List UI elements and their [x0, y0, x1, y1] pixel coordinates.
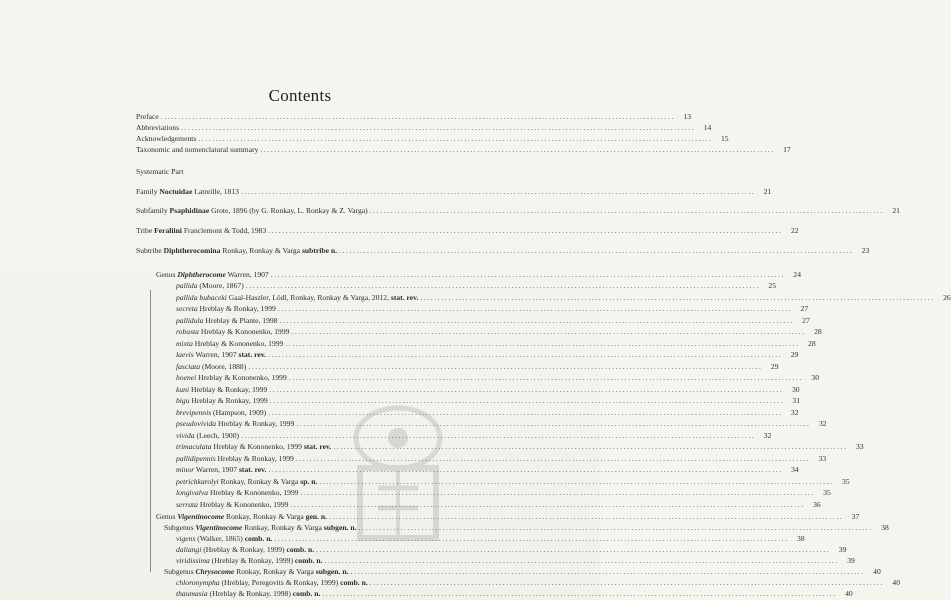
toc-entry-label: Preface [136, 112, 159, 121]
page-title: Contents [268, 86, 332, 105]
toc-entry-label: Family Noctuidae Latreille, 1813 [136, 187, 239, 196]
leader-dots: ................................................................................................................................................... [319, 476, 834, 486]
toc-entry-species[interactable] [176, 534, 805, 544]
toc-entry-label: Subgenus Chrysocome Ronkay, Ronkay & Varga subgen. n. [164, 567, 349, 576]
toc-entry-species[interactable] [176, 292, 951, 303]
leader-dots: ................................................................................................................................................... [295, 453, 811, 463]
toc-page-number: 32 [763, 430, 772, 440]
leader-dots: ................................................................................................................................................... [160, 112, 676, 121]
toc-entry-label: pallidula Hreblay & Plante, 1998 [176, 315, 278, 325]
toc-page-number: 39 [838, 545, 847, 554]
toc-page-number: 39 [847, 556, 855, 565]
toc-entry-label: Genus Vigentinocome Ronkay, Ronkay & Varga gen. n. [156, 512, 327, 521]
toc-entry-label: pallida bubaceki Gaal-Haszler, Lödl, Ronkay, Ronkay & Varga, 2012, stat. rev. [176, 292, 419, 302]
leader-dots: ................................................................................................................................................... [268, 226, 783, 235]
leader-dots: ................................................................................................................................................... [288, 373, 804, 382]
toc-entry-label: pallida (Moore, 1867) [176, 281, 244, 290]
toc-page-number: 15 [721, 134, 729, 143]
toc-entry-species[interactable] [176, 589, 853, 599]
toc-entry-species[interactable] [176, 578, 901, 588]
toc-page-number: 28 [808, 338, 816, 348]
toc-page-number: 35 [842, 476, 850, 486]
leader-dots: ................................................................................................................................................... [241, 430, 756, 440]
toc-page-number: 34 [791, 465, 799, 474]
toc-page-number: 21 [892, 206, 900, 215]
toc-page-number: 14 [703, 123, 712, 132]
toc-entry-species[interactable] [176, 350, 799, 360]
toc-entry-species[interactable] [176, 545, 847, 555]
toc-page-number: 33 [818, 453, 827, 463]
toc-entry-label: Abbreviations [136, 123, 180, 132]
toc-page-number: 28 [814, 327, 822, 336]
toc-page-number: 40 [845, 589, 853, 598]
toc-page-number: 29 [770, 361, 779, 371]
toc-entry-label: thaumasia (Hreblay & Ronkay, 1998) comb. n. [176, 589, 321, 598]
leader-dots: ................................................................................................................................................... [248, 361, 763, 371]
leader-dots: ................................................................................................................................................... [290, 499, 805, 509]
leader-dots: ................................................................................................................................................... [240, 187, 756, 196]
toc-entry-label: minor Warren, 1907 stat. rev. [176, 465, 267, 474]
toc-entry-label: brevipennis (Hampson, 1909) [176, 407, 267, 417]
toc-entry-summary[interactable] [136, 145, 791, 155]
toc-entry-species[interactable] [176, 315, 810, 326]
toc-page-number: 40 [892, 578, 901, 587]
toc-page-number: 30 [811, 373, 820, 382]
leader-dots: ................................................................................................................................................... [268, 350, 783, 359]
toc-page-number: 26 [943, 292, 951, 302]
toc-page-number: 25 [768, 281, 776, 290]
toc-page-number: 36 [813, 499, 821, 509]
toc-entry-genus-diphtherocome[interactable] [156, 270, 802, 280]
toc-entry-species[interactable] [176, 430, 772, 441]
toc-entry-label: trimaculata Hreblay & Kononenko, 1999 stat. rev. [176, 442, 332, 451]
toc-entry-abbreviations[interactable] [136, 123, 712, 133]
toc-entry-label: chloronympha (Hreblay, Peregovits & Ronkay, 1999) comb. n. [176, 578, 368, 587]
leader-dots: ................................................................................................................................................... [420, 292, 935, 302]
toc-entry-subfamily[interactable] [136, 206, 900, 216]
toc-page-number: 38 [797, 534, 805, 543]
toc-entry-species[interactable] [176, 338, 816, 349]
toc-entry-label: kuni Hreblay & Ronkay, 1999 [176, 384, 268, 394]
leader-dots: ................................................................................................................................................... [316, 545, 831, 554]
toc-entry-species[interactable] [176, 476, 850, 487]
toc-entry-label: Subgenus Vigentinocome Ronkay, Ronkay & Varga subgen. n. [164, 523, 357, 532]
toc-entry-species[interactable] [176, 396, 800, 406]
toc-entry-species[interactable] [176, 407, 799, 418]
toc-entry-label: Subtribe Diphtherocomina Ronkay, Ronkay & Varga subtribe n. [136, 246, 337, 255]
toc-entry-species[interactable] [176, 453, 827, 464]
toc-entry-species[interactable] [176, 556, 855, 566]
indent-rule [150, 290, 151, 572]
toc-entry-label: pseudovivida Hreblay & Ronkay, 1999 [176, 419, 295, 428]
toc-entry-label: Acknowledgements [136, 134, 197, 143]
toc-page-number: 38 [881, 523, 889, 532]
toc-page-number: 32 [790, 407, 799, 417]
leader-dots: ................................................................................................................................................... [328, 512, 844, 521]
leader-dots: ................................................................................................................................................... [268, 407, 783, 417]
leader-dots: ................................................................................................................................................... [358, 523, 873, 532]
toc-entry-species[interactable] [176, 419, 827, 429]
toc-entry-label: Genus Diphtherocome Warren, 1907 [156, 270, 269, 279]
toc-entry-label: secreta Hreblay & Ronkay, 1999 [176, 304, 276, 313]
toc-entry-label: Subfamily Psaphidinae Grote, 1896 (by G. Ronkay, L. Ronkay & Z. Varga) [136, 206, 368, 215]
leader-dots: ................................................................................................................................................... [260, 145, 775, 154]
leader-dots: ................................................................................................................................................... [269, 384, 784, 394]
toc-entry-species[interactable] [176, 304, 809, 314]
leader-dots: ................................................................................................................................................... [279, 315, 794, 325]
toc-entry-subtribe[interactable] [136, 246, 870, 256]
toc-page-number: 22 [790, 226, 799, 235]
toc-entry-label: Taxonomic and nomenclatural summary [136, 145, 259, 154]
leader-dots: ................................................................................................................................................... [291, 327, 806, 336]
toc-page-number: 40 [873, 567, 881, 576]
toc-entry-subgenus-vigentinocome[interactable] [164, 523, 889, 533]
toc-page-number: 13 [683, 112, 692, 121]
leader-dots: ................................................................................................................................................... [324, 556, 839, 565]
toc-entry-acknowledgements[interactable] [136, 134, 729, 144]
toc-page-number: 27 [802, 315, 810, 325]
toc-page-number: 35 [823, 488, 831, 497]
leader-dots: ................................................................................................................................................... [285, 338, 800, 348]
toc-page-number: 24 [793, 270, 802, 279]
toc-entry-genus-vigentinocome[interactable] [156, 512, 860, 522]
leader-dots: ................................................................................................................................................... [300, 488, 815, 497]
toc-entry-species[interactable] [176, 373, 820, 383]
toc-page-number: 23 [861, 246, 870, 255]
toc-page-number: 27 [800, 304, 809, 313]
toc-page-number: 37 [851, 512, 860, 521]
toc-entry-label: serrata Hreblay & Kononenko, 1999 [176, 499, 289, 509]
toc-entry-label: vivida (Leech, 1900) [176, 430, 240, 440]
toc-entry-label: fasciata (Moore, 1888) [176, 361, 247, 371]
leader-dots: ................................................................................................................................................... [369, 206, 884, 215]
toc-page-number: 30 [791, 384, 800, 394]
toc-page-number: 31 [792, 396, 800, 405]
toc-entry-species[interactable] [176, 281, 776, 291]
toc-entry-species[interactable] [176, 499, 821, 510]
leader-dots: ................................................................................................................................................... [268, 465, 783, 474]
toc-entry-label: robusta Hreblay & Kononenko, 1999 [176, 327, 290, 336]
leader-dots: ................................................................................................................................................... [198, 134, 713, 143]
leader-dots: ................................................................................................................................................... [296, 419, 811, 428]
toc-page-number: 21 [763, 187, 772, 196]
leader-dots: ................................................................................................................................................... [350, 567, 865, 576]
toc-entry-label: bigu Hreblay & Ronkay, 1999 [176, 396, 268, 405]
leader-dots: ................................................................................................................................................... [274, 534, 789, 543]
toc-page-number: 32 [818, 419, 827, 428]
toc-entry-species[interactable] [176, 465, 799, 475]
leader-dots: ................................................................................................................................................... [277, 304, 793, 313]
toc-entry-species[interactable] [176, 442, 864, 452]
leader-dots: ................................................................................................................................................... [322, 589, 837, 598]
leader-dots: ................................................................................................................................................... [269, 396, 784, 405]
toc-entry-label: viridissima (Hreblay & Ronkay, 1999) comb. n. [176, 556, 323, 565]
toc-entry-label: Tribe Feraliini Franclemont & Todd, 1983 [136, 226, 267, 235]
leader-dots: ................................................................................................................................................... [338, 246, 854, 255]
toc-entry-subgenus-chrysocome[interactable] [164, 567, 881, 577]
section-heading-systematic-part: Systematic Part [136, 167, 184, 176]
toc-entry-label: petrichkarolyi Ronkay, Ronkay & Varga sp. n. [176, 476, 318, 486]
toc-page-number: 29 [790, 350, 799, 359]
toc-entry-species[interactable] [176, 488, 831, 498]
toc-entry-label: mixta Hreblay & Kononenko, 1999 [176, 338, 284, 348]
leader-dots: ................................................................................................................................................... [270, 270, 786, 279]
toc-entry-label: longivalva Hreblay & Kononenko, 1999 [176, 488, 299, 497]
leader-dots: ................................................................................................................................................... [245, 281, 760, 290]
toc-page-number: 17 [783, 145, 791, 154]
toc-page-number: 33 [856, 442, 864, 451]
leader-dots: ................................................................................................................................................... [369, 578, 885, 587]
leader-dots: ................................................................................................................................................... [333, 442, 848, 451]
toc-entry-species[interactable] [176, 327, 822, 337]
toc-entry-preface[interactable] [136, 112, 692, 122]
toc-entry-label: pallidipennis Hreblay & Ronkay, 1999 [176, 453, 294, 463]
toc-entry-species[interactable] [176, 361, 779, 372]
toc-entry-label: hoenei Hreblay & Kononenko, 1999 [176, 373, 287, 382]
leader-dots: ................................................................................................................................................... [181, 123, 696, 132]
toc-entry-species[interactable] [176, 384, 800, 395]
toc-entry-label: laevis Warren, 1907 stat. rev. [176, 350, 267, 359]
toc-entry-label: vigens (Walker, 1865) comb. n. [176, 534, 273, 543]
toc-entry-label: daliangi (Hreblay & Ronkay, 1999) comb. n. [176, 545, 315, 554]
toc-entry-family[interactable] [136, 187, 772, 197]
toc-entry-tribe[interactable] [136, 226, 799, 236]
